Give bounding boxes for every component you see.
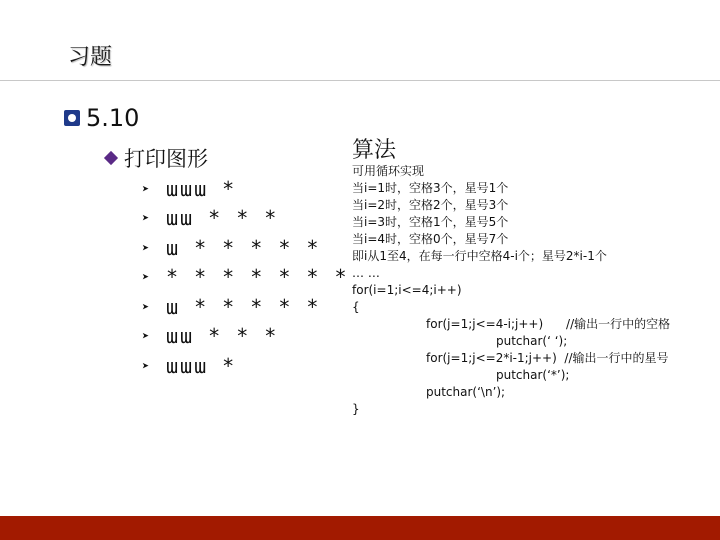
- code-line: for(j=1;j<=4-i;j++) //输出一行中的空格: [426, 317, 671, 331]
- footer-bar: [0, 516, 720, 540]
- arrow-bullet-icon: ➤: [142, 240, 150, 255]
- level1-item: [64, 104, 139, 132]
- pattern-row: [142, 292, 349, 322]
- arrow-bullet-icon: ➤: [142, 270, 150, 285]
- pattern-row-text: ɯɯ * * *: [166, 206, 279, 231]
- pattern-row: [142, 174, 349, 204]
- algorithm-line: 当i=2时，空格2个，星号3个: [352, 198, 509, 212]
- pattern-row-text: ɯɯɯ *: [166, 176, 237, 201]
- problem-number: 5.10: [86, 104, 140, 132]
- pattern-row-text: * * * * * * *: [166, 265, 349, 290]
- code-line: putchar(‘ ‘);: [496, 334, 568, 348]
- pattern-row-text: ɯ * * * * *: [166, 294, 321, 319]
- algorithm-line: 当i=1时，空格3个，星号1个: [352, 181, 509, 195]
- algorithm-line: 即i从1至4，在每一行中空格4-i个；星号2*i-1个: [352, 249, 607, 263]
- arrow-bullet-icon: ➤: [142, 358, 150, 373]
- task-label: 打印图形: [124, 147, 208, 171]
- arrow-bullet-icon: ➤: [142, 299, 150, 314]
- code-line: for(i=1;i<=4;i++): [352, 283, 462, 297]
- pattern-list: [142, 174, 349, 381]
- code-line: {: [352, 300, 360, 314]
- algorithm-text: [352, 163, 670, 418]
- algorithm-line: 当i=4时，空格0个，星号7个: [352, 232, 509, 246]
- algorithm-line: 可用循环实现: [352, 164, 425, 178]
- pattern-row: [142, 233, 349, 263]
- algorithm-line: … …: [352, 266, 380, 280]
- code-line: for(j=1;j<=2*i-1;j++) //输出一行中的星号: [426, 351, 669, 365]
- pattern-row: [142, 204, 349, 234]
- pattern-row: [142, 263, 349, 293]
- diamond-bullet-icon: [104, 151, 118, 165]
- algorithm-line: 当i=3时，空格1个，星号5个: [352, 215, 509, 229]
- pattern-row: [142, 351, 349, 381]
- pattern-row-text: ɯɯɯ *: [166, 353, 237, 378]
- code-line: }: [352, 402, 360, 416]
- arrow-bullet-icon: ➤: [142, 329, 150, 344]
- algorithm-title: 算法: [352, 138, 397, 163]
- slide-title: 习题: [68, 45, 113, 70]
- code-line: putchar(‘\n’);: [426, 385, 506, 399]
- arrow-bullet-icon: ➤: [142, 181, 150, 196]
- level2-item: [106, 143, 208, 173]
- q-bullet-icon: [64, 110, 80, 126]
- pattern-row-text: ɯ * * * * *: [166, 235, 321, 260]
- title-divider: [0, 80, 720, 81]
- pattern-row: [142, 322, 349, 352]
- arrow-bullet-icon: ➤: [142, 211, 150, 226]
- pattern-row-text: ɯɯ * * *: [166, 324, 279, 349]
- code-line: putchar(‘*’);: [496, 368, 570, 382]
